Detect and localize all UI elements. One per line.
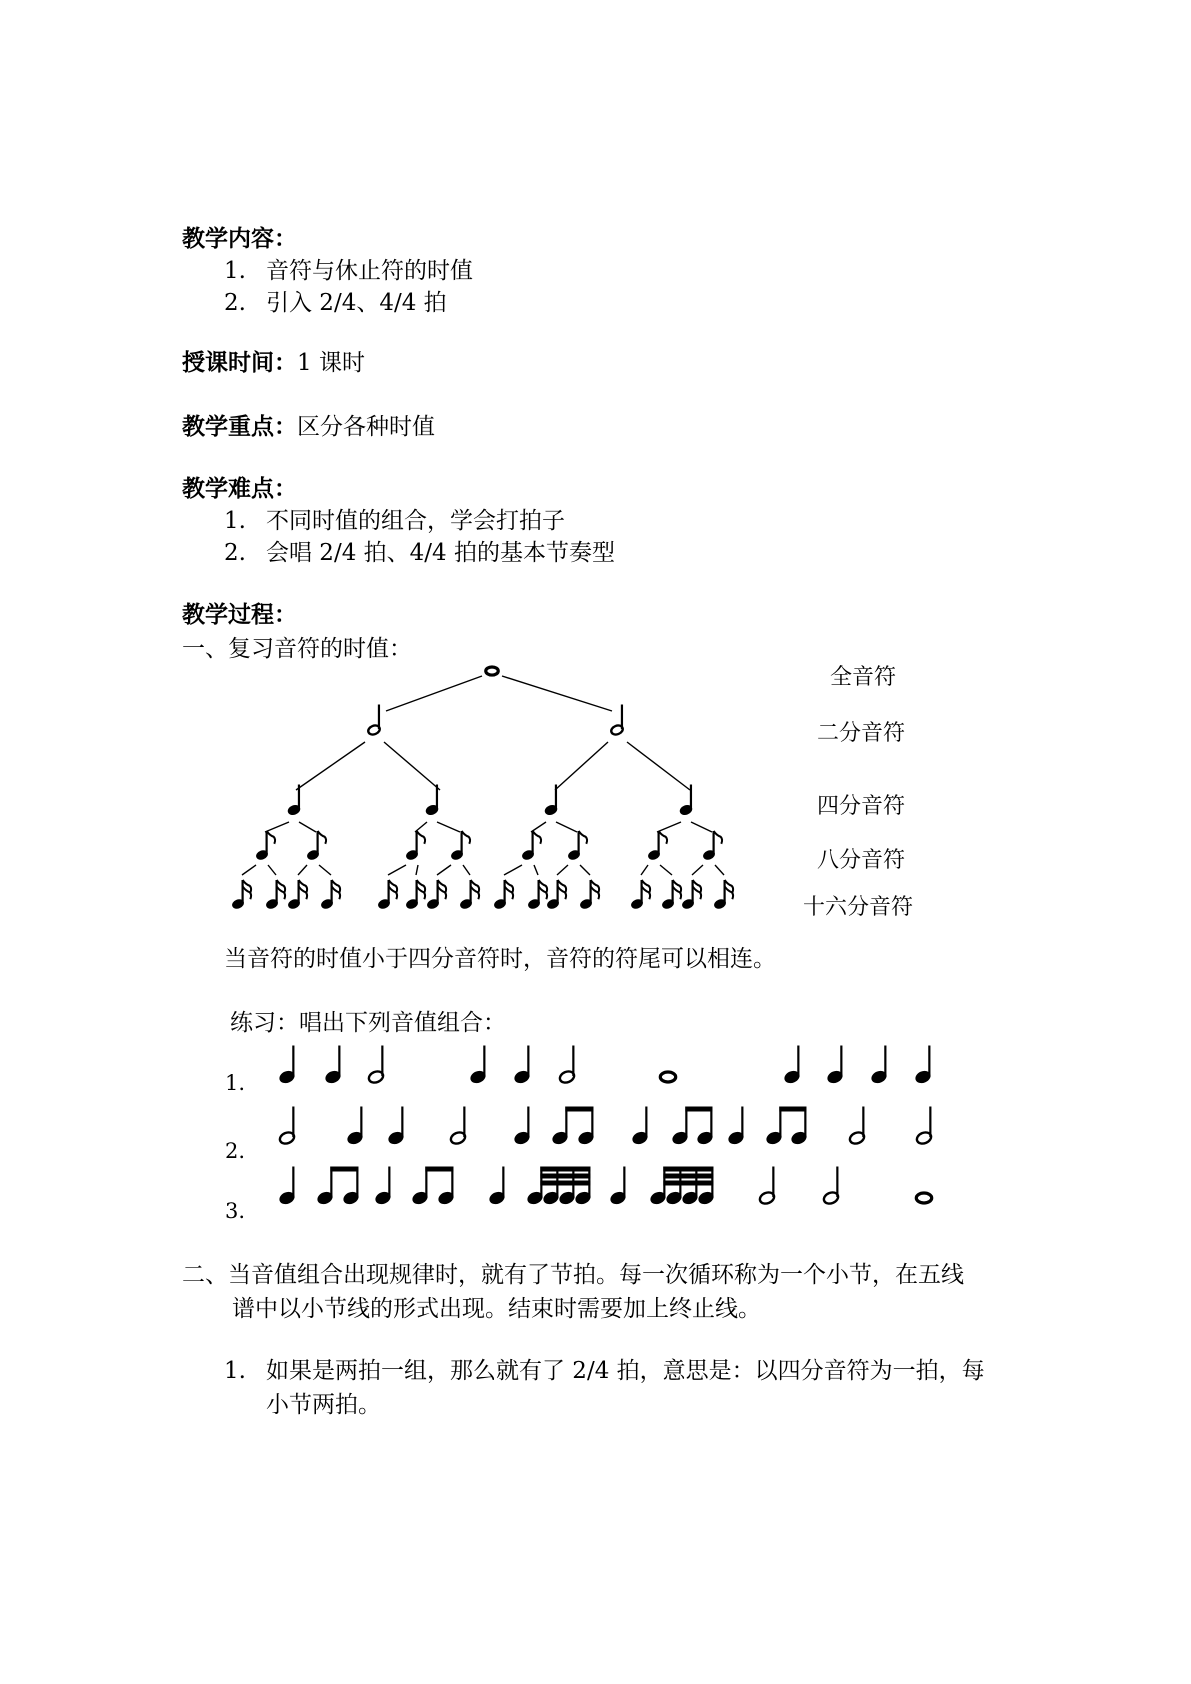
section1-title: 一、复习音符的时值： <box>182 636 412 662</box>
content-heading: 教学内容： <box>182 225 297 252</box>
difficulty-heading: 教学难点： <box>182 475 297 502</box>
row1-quarter-note <box>513 1046 531 1085</box>
row2-eighth-beam <box>765 1107 808 1146</box>
time-value: 1 课时 <box>297 350 365 376</box>
row3-whole-note <box>916 1193 931 1203</box>
note-beam <box>663 1181 713 1186</box>
row3-sixteenth-beam <box>526 1167 592 1206</box>
note-beam <box>663 1167 713 1172</box>
process-heading: 教学过程： <box>182 601 297 628</box>
label-quarter-note: 四分音符 <box>817 794 906 819</box>
row1-half-note <box>367 1046 385 1085</box>
row2-quarter-note <box>387 1107 405 1146</box>
row2-half-note <box>848 1107 866 1146</box>
label-eighth-note: 八分音符 <box>817 848 906 873</box>
section2-line-1: 二、当音值组合出现规律时，就有了节拍。每一次循环称为一个小节，在五线 <box>182 1262 964 1288</box>
note-beam <box>330 1167 358 1172</box>
note-beam <box>425 1167 453 1172</box>
content-item-1: 音符与休止符的时值 <box>266 258 473 284</box>
focus-heading: 教学重点： <box>182 413 297 440</box>
row1-quarter-note <box>324 1046 342 1085</box>
row3-eighth-beam <box>411 1167 455 1206</box>
row1-quarter-note <box>783 1046 801 1085</box>
row1-quarter-note <box>870 1046 888 1085</box>
row2-quarter-note <box>346 1107 364 1146</box>
row1-whole-note <box>660 1072 675 1082</box>
note-beam <box>540 1181 590 1186</box>
row2-half-note <box>449 1107 467 1146</box>
note-beam <box>565 1107 593 1112</box>
row2-eighth-beam <box>551 1107 595 1146</box>
row1-quarter-note <box>469 1046 487 1085</box>
note-beam <box>663 1174 713 1179</box>
row1-quarter-note <box>914 1046 932 1085</box>
content-item-2-num: 2. <box>224 290 246 316</box>
practice-row-2-num: 2. <box>225 1139 246 1163</box>
practice-row-3-num: 3. <box>225 1199 246 1223</box>
note-beam <box>779 1107 806 1112</box>
focus-value: 区分各种时值 <box>297 414 435 440</box>
row3-quarter-note <box>278 1167 296 1206</box>
note-head <box>916 1193 931 1203</box>
point1-num: 1. <box>224 1358 246 1384</box>
point1-line-1: 如果是两拍一组，那么就有了 2/4 拍，意思是：以四分音符为一拍，每 <box>266 1358 985 1384</box>
content-item-2: 引入 2/4、4/4 拍 <box>266 290 447 316</box>
row2-quarter-note <box>631 1107 649 1146</box>
note-beam <box>540 1174 590 1179</box>
row3-quarter-note <box>609 1167 627 1206</box>
row2-quarter-note <box>513 1107 531 1146</box>
label-whole-note: 全音符 <box>830 665 897 690</box>
row2-eighth-beam <box>671 1107 714 1146</box>
difficulty-item-1-num: 1. <box>224 508 246 534</box>
section2-line-2: 谱中以小节线的形式出现。结束时需要加上终止线。 <box>232 1296 761 1322</box>
row3-quarter-note <box>374 1167 392 1206</box>
row3-half-note <box>822 1167 840 1206</box>
point1-line-2: 小节两拍。 <box>266 1392 381 1418</box>
row1-half-note <box>558 1046 576 1085</box>
note-beam <box>685 1107 712 1112</box>
note-head <box>660 1072 675 1082</box>
difficulty-item-2: 会唱 2/4 拍、4/4 拍的基本节奏型 <box>266 540 615 566</box>
row3-half-note <box>758 1167 776 1206</box>
difficulty-item-2-num: 2. <box>224 540 246 566</box>
row1-quarter-note <box>278 1046 296 1085</box>
time-heading: 授课时间： <box>182 349 297 376</box>
row3-quarter-note <box>488 1167 506 1206</box>
row3-eighth-beam <box>316 1167 360 1206</box>
label-half-note: 二分音符 <box>817 721 906 746</box>
row2-quarter-note <box>727 1107 745 1146</box>
content-item-1-num: 1. <box>224 258 246 284</box>
note-beam <box>540 1167 590 1172</box>
row2-half-note <box>915 1107 933 1146</box>
label-sixteenth-note: 十六分音符 <box>803 895 914 920</box>
beam-rule-text: 当音符的时值小于四分音符时，音符的符尾可以相连。 <box>224 946 776 972</box>
row2-half-note <box>278 1107 296 1146</box>
row3-sixteenth-beam <box>649 1167 715 1206</box>
difficulty-item-1: 不同时值的组合，学会打拍子 <box>266 508 565 534</box>
practice-title: 练习：唱出下列音值组合： <box>230 1010 506 1036</box>
row1-quarter-note <box>826 1046 844 1085</box>
practice-row-1-num: 1. <box>225 1071 246 1095</box>
